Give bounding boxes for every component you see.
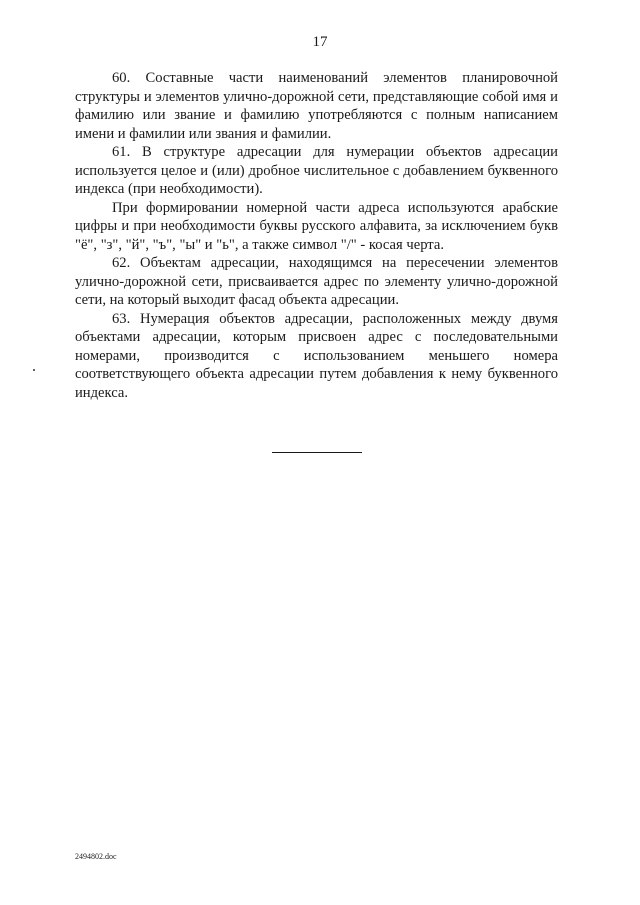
paragraph-63: 63. Нумерация объектов адресации, расположенных между двумя объектами адресации, которым присвоен адрес с последовательными номерами, производится с использованием меньшего номера соответствующего объекта адресации путем добавления к нему буквенного индекса.: [75, 310, 558, 401]
end-separator-line: [272, 452, 362, 453]
paragraph-61: 61. В структуре адресации для нумерации объектов адресации используется целое и (или) дробное числительное с добавлением буквенного индекса (при необходимости).: [75, 144, 558, 197]
paragraph-61-continuation: При формировании номерной части адреса используются арабские цифры и при необходимости буквы русского алфавита, за исключением букв "ё", "з", "й", "ъ", "ы" и "ь", а также символ "/" - косая черта.: [75, 199, 558, 253]
paragraph-60: 60. Составные части наименований элементов планировочной структуры и элементов улично-дорожной сети, представляющие собой имя и фамилию или звание и фамилию употребляются с полным написанием имени и фамилии или звания и фамилии.: [75, 70, 558, 142]
document-file-id: 2494802.doc: [75, 852, 117, 861]
stray-mark: [33, 369, 35, 371]
page-number: 17: [312, 34, 328, 50]
document-body: [75, 69, 558, 402]
paragraph-62: 62. Объектам адресации, находящимся на пересечении элементов улично-дорожной сети, присваивается адрес по элементу улично-дорожной сети, на который выходит фасад объекта адресации.: [75, 255, 558, 308]
